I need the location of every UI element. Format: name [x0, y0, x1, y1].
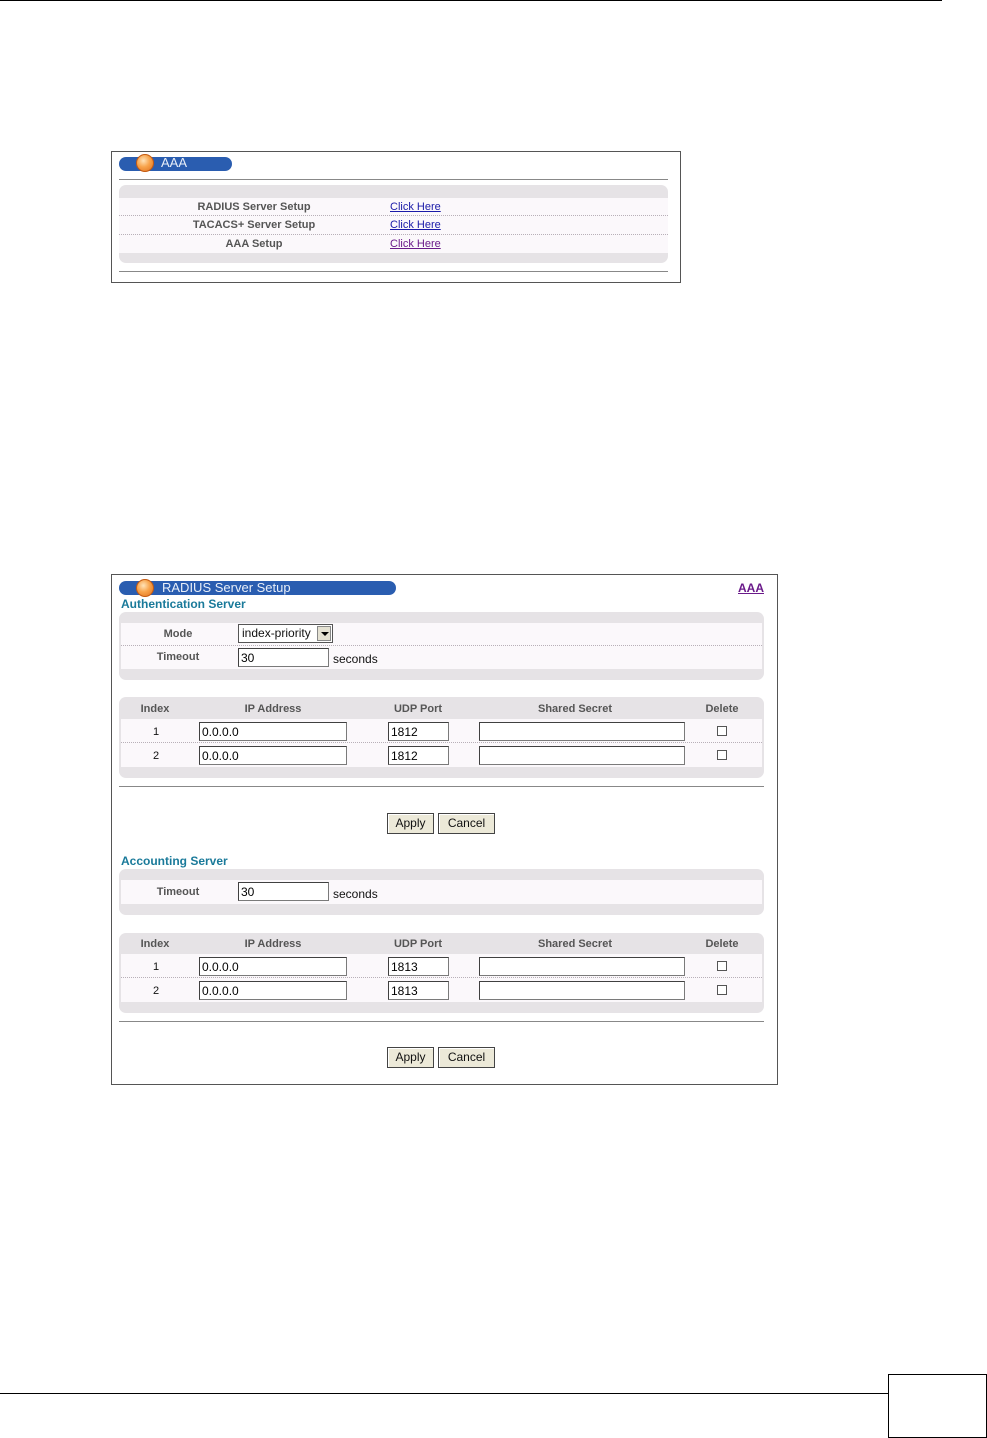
col-udp-port: UDP Port — [393, 938, 443, 950]
auth-section-title: Authentication Server — [121, 597, 246, 611]
auth-row-2-index: 2 — [152, 750, 160, 762]
acct-row-2-index: 2 — [152, 985, 160, 997]
tacacs-setup-link[interactable]: Click Here — [390, 219, 441, 231]
page-number-box — [888, 1374, 987, 1438]
acct-row-2-delete-checkbox[interactable] — [717, 985, 727, 995]
auth-timeout-label: Timeout — [156, 651, 200, 663]
mode-label: Mode — [163, 628, 193, 640]
row-separator — [121, 977, 762, 978]
divider — [119, 786, 764, 787]
auth-row-2-delete-checkbox[interactable] — [717, 750, 727, 760]
acct-row-1-delete-checkbox[interactable] — [717, 961, 727, 971]
col-index: Index — [140, 703, 170, 715]
acct-cancel-button[interactable]: Cancel — [438, 1047, 495, 1068]
acct-timeout-label: Timeout — [156, 886, 200, 898]
auth-row-1-secret-input[interactable] — [479, 722, 685, 741]
col-shared-secret: Shared Secret — [538, 703, 612, 715]
col-delete: Delete — [705, 938, 739, 950]
acct-row-1-index: 1 — [152, 961, 160, 973]
orange-orb-icon — [136, 579, 154, 597]
aaa-setup-link[interactable]: Click Here — [390, 238, 441, 250]
auth-row-1-delete-checkbox[interactable] — [717, 726, 727, 736]
auth-timeout-input[interactable] — [238, 648, 329, 667]
radius-title: RADIUS Server Setup — [162, 580, 291, 595]
dropdown-arrow-icon — [317, 626, 331, 641]
acct-timeout-input[interactable] — [238, 882, 329, 901]
mode-select[interactable] — [238, 624, 333, 643]
acct-seconds-label: seconds — [333, 887, 378, 901]
page-bottom-rule — [0, 1393, 888, 1394]
divider — [119, 179, 668, 180]
acct-row-2-ip-input[interactable] — [199, 981, 347, 1000]
col-ip-address: IP Address — [244, 703, 302, 715]
divider — [119, 271, 668, 272]
auth-row-1-ip-input[interactable] — [199, 722, 347, 741]
mode-select-value: index-priority — [242, 626, 311, 640]
row-separator — [121, 645, 762, 646]
aaa-title: AAA — [161, 155, 188, 170]
aaa-nav-link[interactable]: AAA — [738, 581, 764, 595]
auth-row-2-ip-input[interactable] — [199, 746, 347, 765]
radius-setup-link[interactable]: Click Here — [390, 201, 441, 213]
auth-row-1-index: 1 — [152, 726, 160, 738]
auth-row-1-port-input[interactable] — [388, 722, 449, 741]
auth-seconds-label: seconds — [333, 652, 378, 666]
page-top-rule — [0, 0, 942, 1]
acct-section-title: Accounting Server — [121, 854, 228, 868]
auth-apply-button[interactable]: Apply — [387, 813, 434, 834]
auth-row-2-secret-input[interactable] — [479, 746, 685, 765]
acct-row-2-secret-input[interactable] — [479, 981, 685, 1000]
col-udp-port: UDP Port — [393, 703, 443, 715]
tacacs-setup-label: TACACS+ Server Setup — [192, 219, 316, 231]
orange-orb-icon — [136, 154, 154, 172]
row-separator — [119, 215, 668, 216]
row-separator — [119, 234, 668, 235]
col-index: Index — [140, 938, 170, 950]
col-ip-address: IP Address — [244, 938, 302, 950]
acct-apply-button[interactable]: Apply — [387, 1047, 434, 1068]
acct-row-1-secret-input[interactable] — [479, 957, 685, 976]
radius-setup-label: RADIUS Server Setup — [197, 201, 311, 213]
aaa-setup-label: AAA Setup — [225, 238, 283, 250]
acct-row-1-ip-input[interactable] — [199, 957, 347, 976]
col-delete: Delete — [705, 703, 739, 715]
acct-row-1-port-input[interactable] — [388, 957, 449, 976]
auth-cancel-button[interactable]: Cancel — [438, 813, 495, 834]
auth-row-2-port-input[interactable] — [388, 746, 449, 765]
row-separator — [121, 742, 762, 743]
acct-row-2-port-input[interactable] — [388, 981, 449, 1000]
col-shared-secret: Shared Secret — [538, 938, 612, 950]
divider — [119, 1021, 764, 1022]
